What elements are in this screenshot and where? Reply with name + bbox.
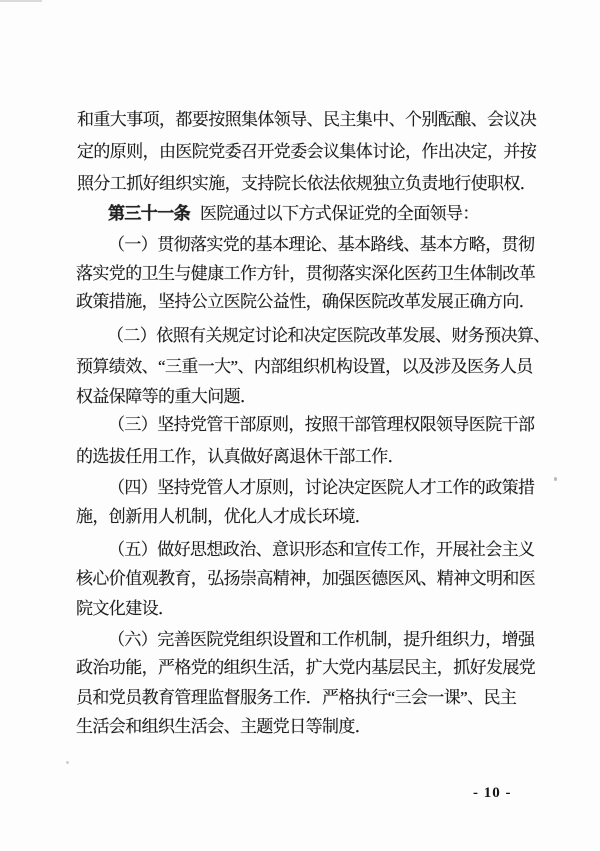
scan-speck <box>66 761 69 764</box>
text-line-9: 预算绩效、“三重一大”、内部组织机构设置，以及涉及医务人员 <box>76 357 533 376</box>
text-line-15: （五）做好思想政治、意识形态和宣传工作，开展社会主义 <box>108 540 535 559</box>
text-line-7: 政策措施，坚持公立医院公益性，确保医院改革发展正确方向． <box>76 292 536 311</box>
text-line-8: （二）依照有关规定讨论和决定医院改革发展、财务预决算、 <box>107 326 550 345</box>
text-line-3: 照分工抓好组织实施，支持院长依法依规独立负责地行使职权． <box>77 174 537 193</box>
text-line-5: （一）贯彻落实党的基本理论、基本路线、基本方略，贯彻 <box>108 235 535 254</box>
article-number: 第三十一条 <box>108 204 190 223</box>
text-line-13: （四）坚持党管人才原则，讨论决定医院人才工作的政策措 <box>108 478 535 497</box>
text-line-14: 施，创新用人机制，优化人才成长环境． <box>76 507 372 526</box>
scan-speck <box>554 477 557 481</box>
text-line-18: （六）完善医院党组织设置和工作机制，提升组织力，增强 <box>108 630 535 649</box>
scan-edge-artifact <box>0 0 42 2</box>
article-title: 医院通过以下方式保证党的全面领导： <box>200 204 479 223</box>
page-number: - 10 - <box>473 785 512 801</box>
article-heading-line <box>108 203 479 224</box>
text-line-17: 院文化建设． <box>76 599 175 618</box>
text-line-12: 的选拔任用工作，认真做好离退休干部工作． <box>76 447 404 466</box>
text-line-20: 员和党员教育管理监督服务工作．严格执行“三会一课”、民主 <box>76 688 517 707</box>
text-line-19: 政治功能，严格党的组织生活，扩大党内基层民主，抓好发展党 <box>76 658 536 677</box>
text-line-10: 权益保障等的重大问题． <box>76 387 257 406</box>
text-line-16: 核心价值观教育，弘扬崇高精神，加强医德医风、精神文明和医 <box>76 569 536 588</box>
text-line-11: （三）坚持党管干部原则，按照干部管理权限领导医院干部 <box>108 415 535 434</box>
text-line-21: 生活会和组织生活会、主题党日等制度． <box>76 717 372 736</box>
text-line-1: 和重大事项，都要按照集体领导、民主集中、个别酝酿、会议决 <box>77 110 537 129</box>
text-line-6: 落实党的卫生与健康工作方针，贯彻落实深化医药卫生体制改革 <box>76 264 536 283</box>
text-line-2: 定的原则，由医院党委召开党委会议集体讨论，作出决定，并按 <box>77 142 537 161</box>
